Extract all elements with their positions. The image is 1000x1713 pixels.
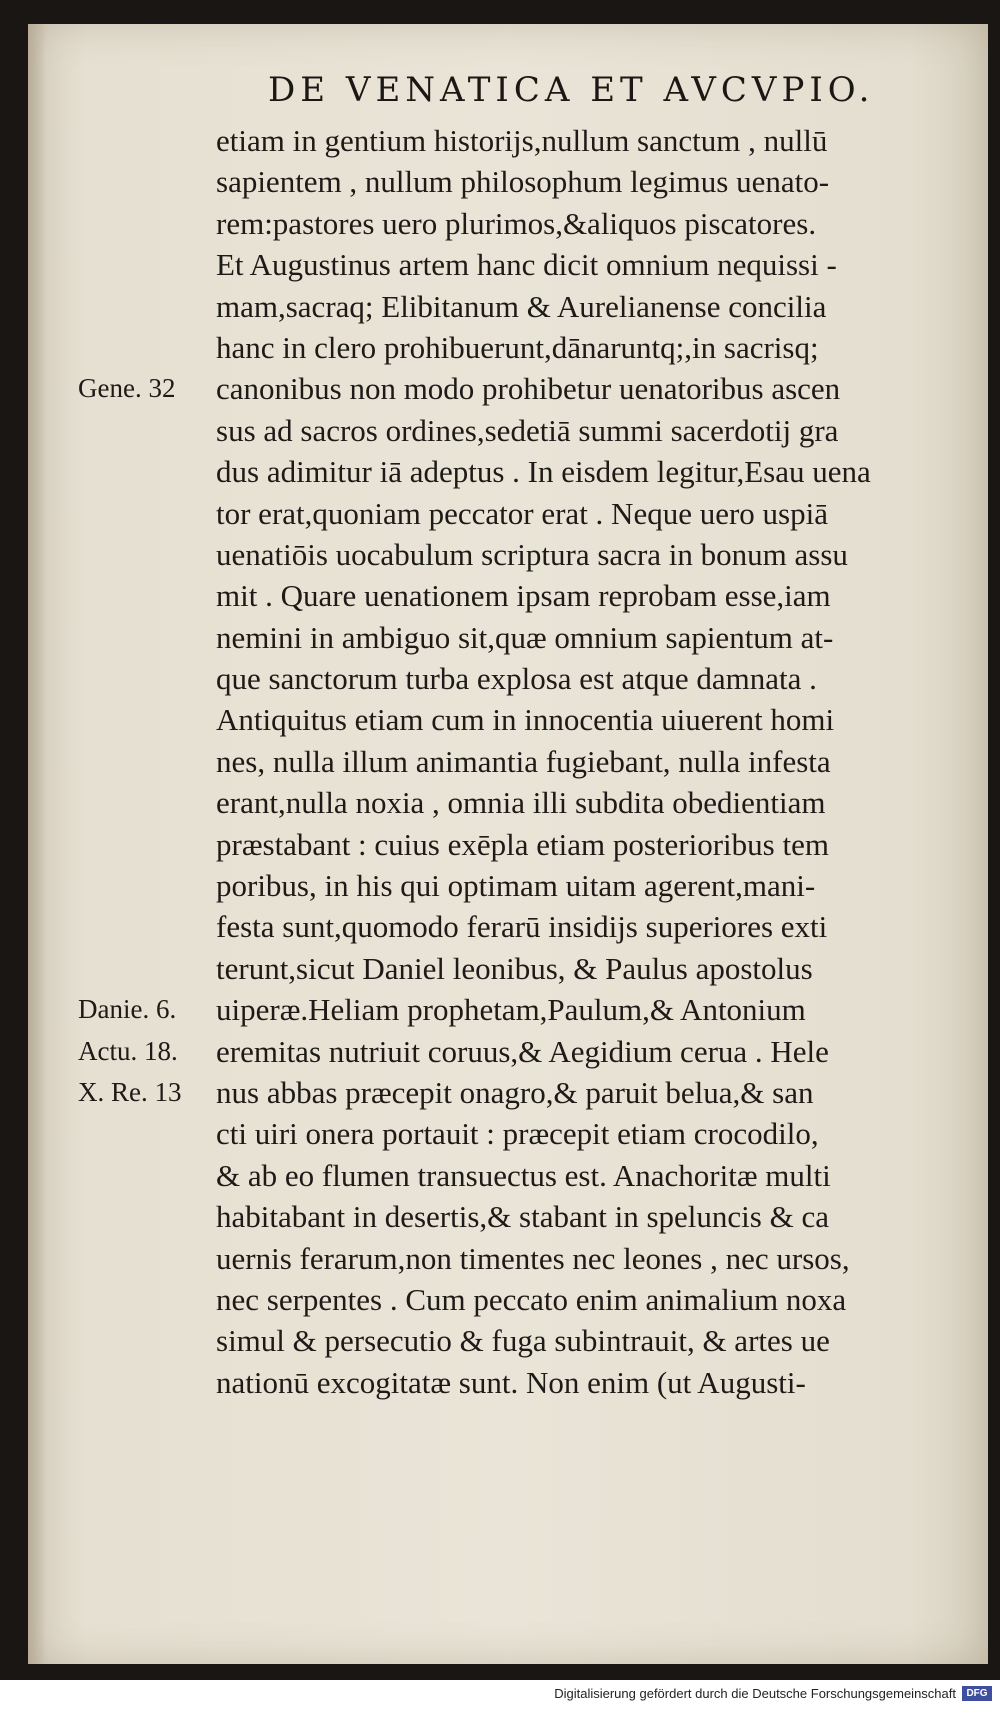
text-line: præstabant : cuius exēpla etiam posterioribus tem xyxy=(216,826,829,862)
text-line: nec serpentes . Cum peccato enim animalium noxa xyxy=(216,1281,847,1317)
text-line: terunt,sicut Daniel leonibus, & Paulus apostolus xyxy=(216,950,813,986)
text-line: simul & persecutio & fuga subintrauit, & artes ue xyxy=(216,1323,830,1359)
page-gutter-shadow xyxy=(28,24,46,1664)
text-line: & ab eo flumen transuectus est. Anachoritæ multi xyxy=(216,1157,831,1193)
margin-note: Actu. 18. xyxy=(78,1035,178,1066)
text-line: uenatiōis uocabulum scriptura sacra in bonum assu xyxy=(216,536,848,572)
text-line: eremitas nutriuit coruus,& Aegidium ceruа . Hele xyxy=(216,1033,829,1069)
text-line: nus abbas præcepit onagro,& paruit belua,& san xyxy=(216,1074,814,1110)
funding-credit: Digitalisierung gefördert durch die Deutsche Forschungsgemeinschaft xyxy=(554,1686,956,1701)
text-line: nes, nulla illum animantia fugiebant, nulla infesta xyxy=(216,743,831,779)
text-line: etiam in gentium historijs,nullum sanctum , nullū xyxy=(216,123,828,158)
margin-note: Gene. 32 xyxy=(78,373,176,404)
text-line: habitabant in desertis,& stabant in speluncis & ca xyxy=(216,1199,829,1235)
book-page xyxy=(28,24,988,1664)
text-line: mam,sacraq; Elibitanum & Aurelianense concilia xyxy=(216,288,827,324)
text-line: Antiquitus etiam cum in innocentia uiuerent homi xyxy=(216,702,835,738)
text-line: canonibus non modo prohibetur uenatoribus ascen xyxy=(216,371,841,407)
text-line: mit . Quare uenationem ipsam reprobam esse,iam xyxy=(216,578,831,614)
text-line: erant,nulla noxia , omnia illi subdita obedientiam xyxy=(216,785,826,821)
text-line: hanc in clero prohibuerunt,dānaruntq;,in sacrisq; xyxy=(216,329,819,365)
text-line: nemini in ambiguo sit,quæ omnium sapientum at- xyxy=(216,619,834,655)
margin-note: Danie. 6. xyxy=(78,994,177,1025)
text-line: Et Augustinus artem hanc dicit omnium nequissi - xyxy=(216,247,837,283)
text-line: que sanctorum turba explosa est atque damnata . xyxy=(216,661,817,697)
text-line: nationū excogitatæ sunt. Non enim (ut Augusti- xyxy=(216,1364,806,1400)
text-line: festa sunt,quomodo ferarū insidijs superiores exti xyxy=(216,909,828,945)
dfg-logo-icon: DFG xyxy=(962,1686,992,1701)
text-line: uiperæ.Heliam prophetam,Paulum,& Antonium xyxy=(216,992,806,1028)
text-line: cti uiri onera portauit : præcepit etiam crocodilo, xyxy=(216,1116,819,1152)
text-line: sapientem , nullum philosophum legimus uenato- xyxy=(216,164,830,200)
margin-note: X. Re. 13 xyxy=(78,1077,182,1108)
text-line: rem:pastores uero plurimos,&aliquos piscatores. xyxy=(216,205,817,241)
running-head: DE VENATICA ET AVCVPIO. xyxy=(268,70,875,110)
digitization-footer xyxy=(0,1680,1000,1713)
text-line: tor erat,quoniam peccator erat . Neque uero uspiā xyxy=(216,495,828,531)
text-line: dus adimitur iā adeptus . In eisdem legitur,Esau uena xyxy=(216,454,871,490)
body-text xyxy=(78,120,976,1403)
text-line: sus ad sacros ordines,sedetiā summi sacerdotij gra xyxy=(216,412,839,448)
text-line: uernis ferarum,non timentes nec leones , nec ursos, xyxy=(216,1240,850,1276)
text-line: poribus, in his qui optimam uitam agerent,mani- xyxy=(216,868,816,904)
